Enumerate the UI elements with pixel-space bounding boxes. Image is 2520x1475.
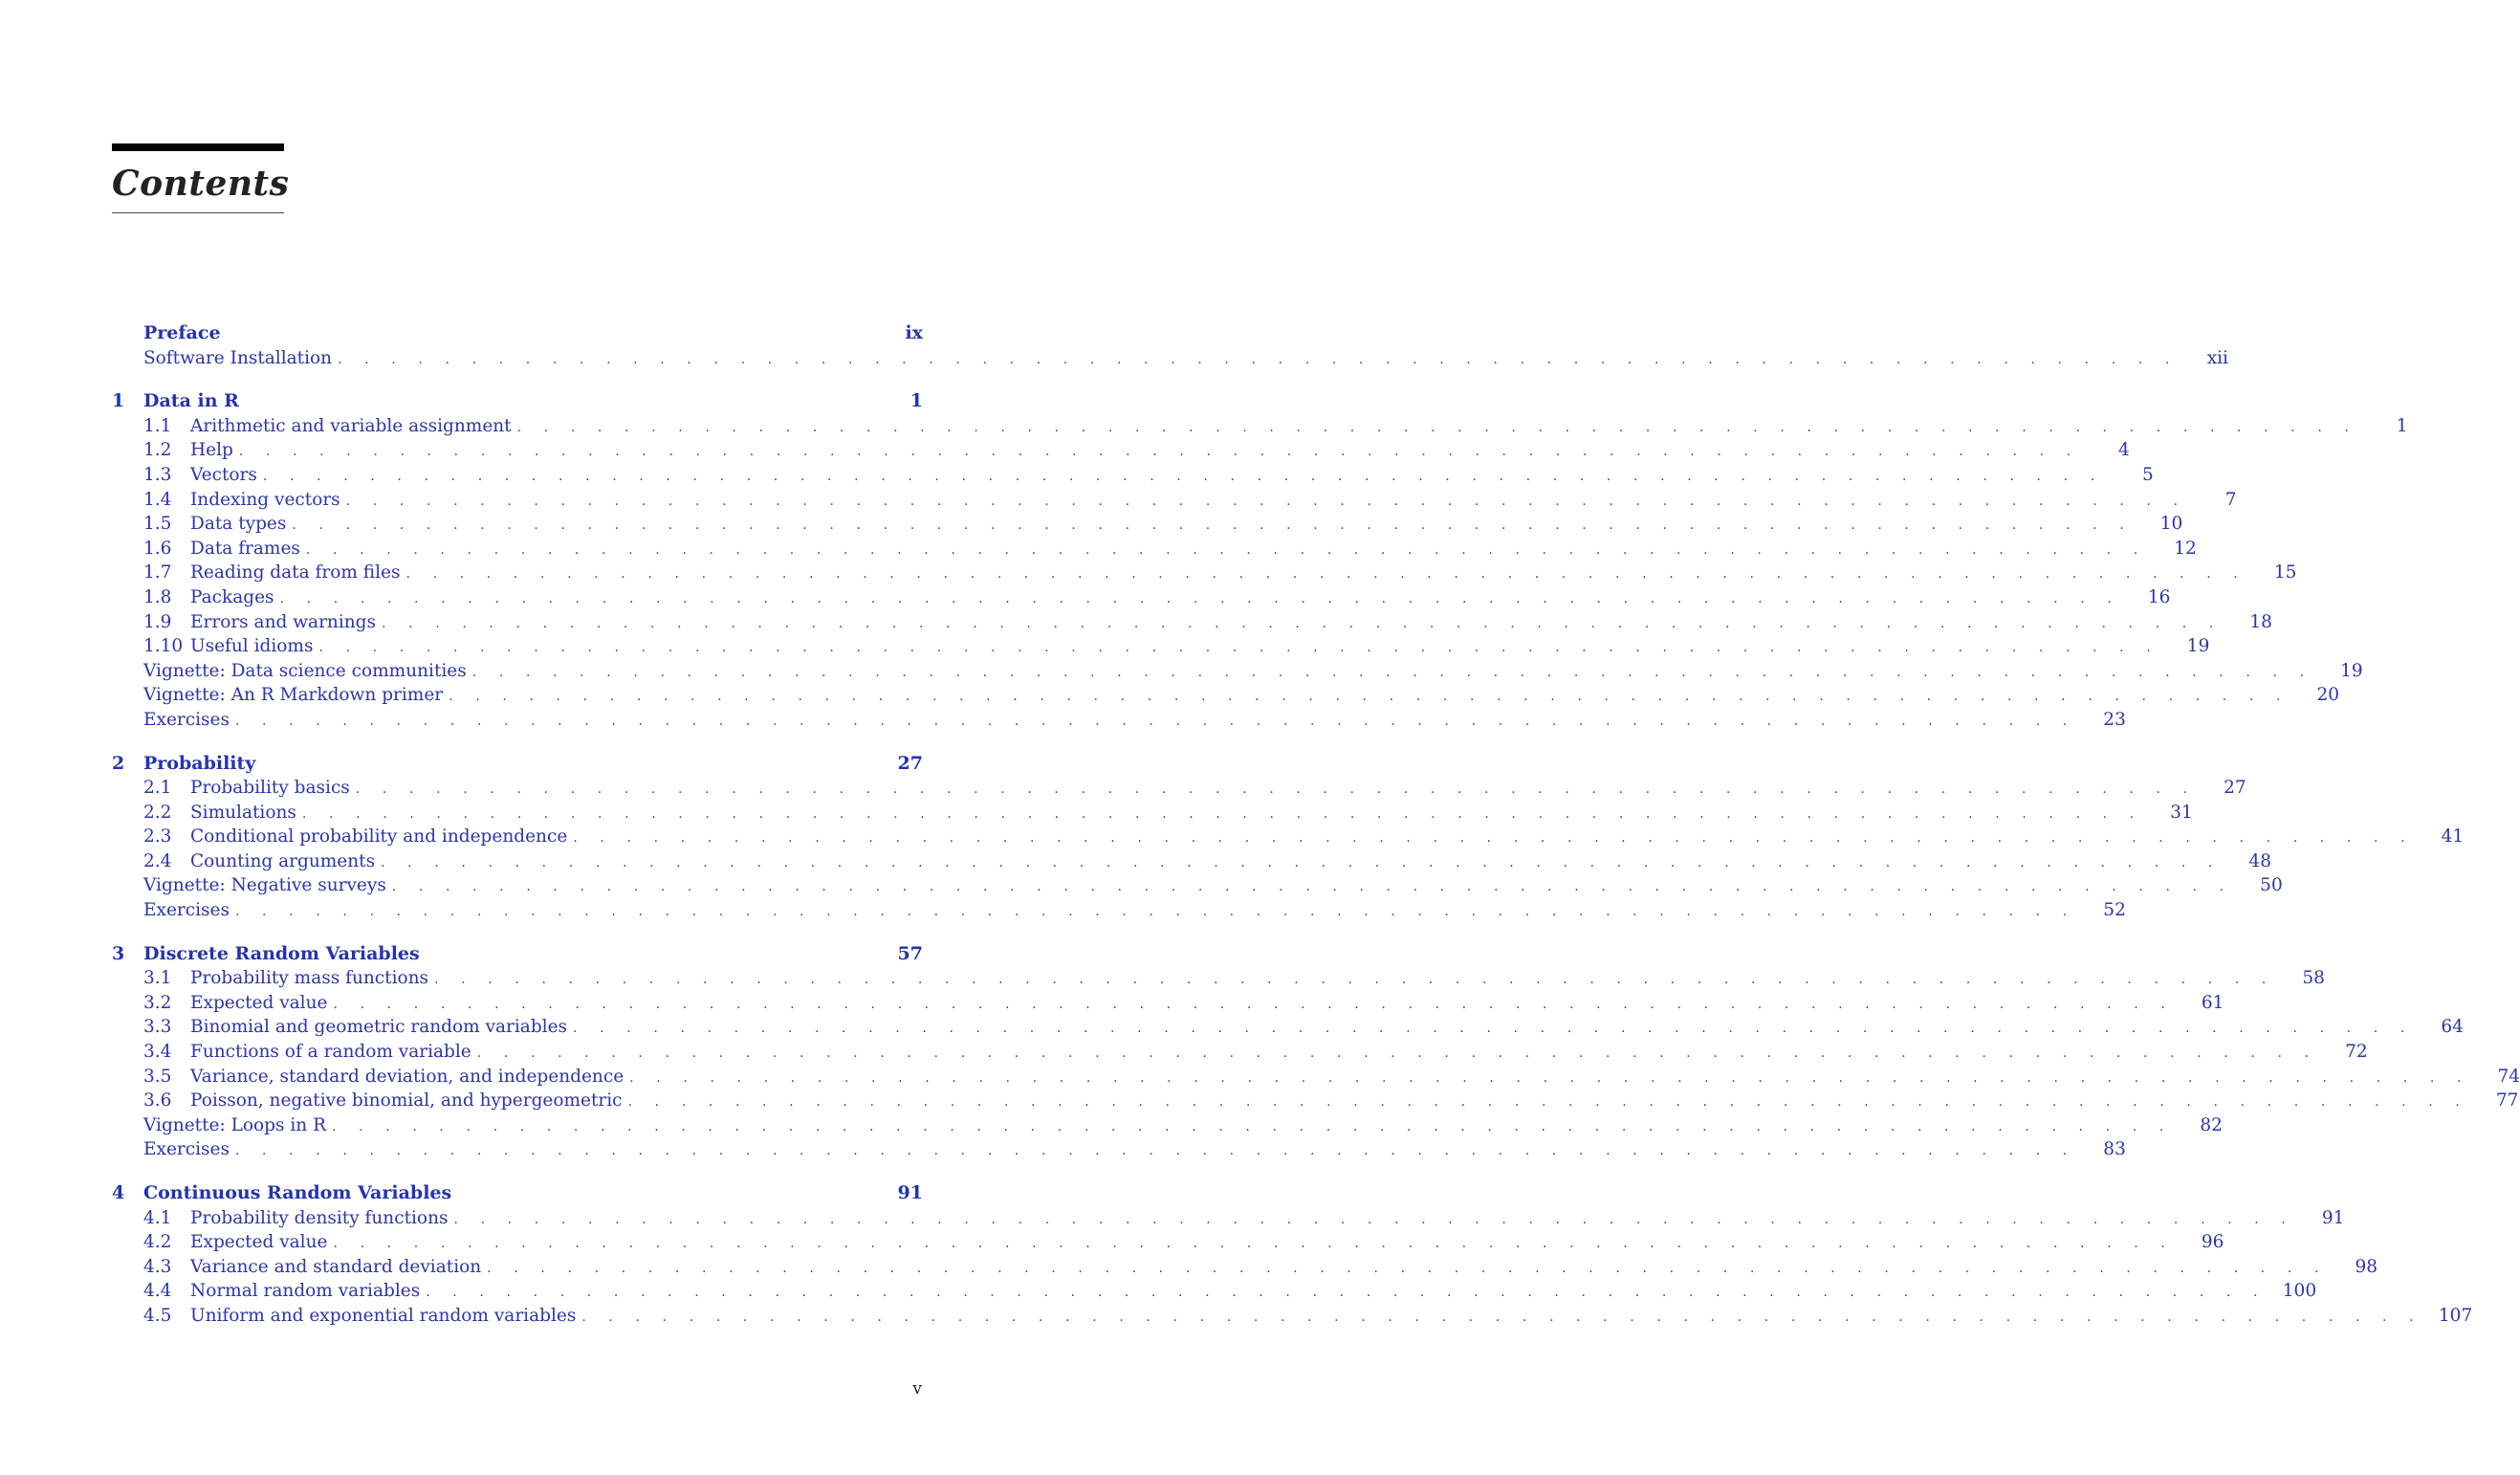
section-number: 1.3 <box>143 464 172 485</box>
chapter-number: 3 <box>112 942 125 964</box>
section-number: 1.9 <box>143 611 172 632</box>
section-number: 1.4 <box>143 489 172 510</box>
section-title: Errors and warnings <box>190 611 377 632</box>
section-title: Exercises <box>143 1139 230 1160</box>
section-number: 1.8 <box>143 586 172 607</box>
section-number: 3.6 <box>143 1090 172 1112</box>
dot-leader: . . . . . . . . . . . . . . . . . . . . . . . . . . . . . . . . . . . . . . . . . . . . . . . . . . . . . . . . . . . . . . . . . . . . . <box>453 1211 2295 1227</box>
section-title: Exercises <box>143 900 230 921</box>
section-title: Vectors <box>190 464 257 485</box>
chapter-page-number: 27 <box>897 752 923 774</box>
toc-entry-link[interactable] <box>112 776 2246 801</box>
section-title: Vignette: Data science communities <box>143 660 467 681</box>
toc-entry-link[interactable] <box>112 1304 2473 1329</box>
section-number: 3.5 <box>143 1066 172 1087</box>
section-page-number: 72 <box>2345 1042 2368 1063</box>
toc-entry-link[interactable] <box>112 488 2237 513</box>
chapter-title: Probability <box>143 752 256 774</box>
chapter-title: Continuous Random Variables <box>143 1182 452 1203</box>
section-title: Uniform and exponential random variables <box>190 1305 577 1326</box>
toc-chapter-link[interactable] <box>112 942 923 967</box>
dot-leader: . . . . . . . . . . . . . . . . . . . . . . . . . . . . . . . . . . . . . . . . . . . . . . . . . . . . . . . . . . . . . . . . . . . . . <box>338 351 2179 367</box>
section-page-number: 12 <box>2174 538 2197 559</box>
section-number: 3.3 <box>143 1017 172 1038</box>
section-number: 2.2 <box>143 802 172 823</box>
section-page-number: 27 <box>2224 778 2246 799</box>
section-title: Counting arguments <box>190 850 376 871</box>
chapter-page-number: 91 <box>897 1182 923 1203</box>
toc-entry-link[interactable] <box>112 537 2197 561</box>
section-title: Functions of a random variable <box>190 1042 471 1063</box>
toc-entry-link[interactable] <box>112 873 2283 898</box>
section-page-number: 100 <box>2282 1281 2317 1302</box>
dot-leader: . . . . . . . . . . . . . . . . . . . . . . . . . . . . . . . . . . . . . . . . . . . . . . . . . . . . . . . . . . . . . . . . . . . . . <box>262 468 2104 484</box>
section-number: 3.2 <box>143 992 172 1013</box>
section-page-number: 5 <box>2142 464 2154 485</box>
toc-group <box>112 752 2465 923</box>
section-title: Probability mass functions <box>190 968 429 989</box>
section-title: Variance, standard deviation, and independence <box>190 1066 625 1087</box>
section-number: 4.2 <box>143 1232 172 1253</box>
page-folio: v <box>912 1379 922 1398</box>
toc-entry-link[interactable] <box>112 898 2126 923</box>
page-title: Contents <box>112 164 290 204</box>
dot-leader: . . . . . . . . . . . . . . . . . . . . . . . . . . . . . . . . . . . . . . . . . . . . . . . . . . . . . . . . . . . . . . . . . . . . . <box>355 782 2197 798</box>
toc-entry-link[interactable] <box>112 1089 2519 1113</box>
title-rule-top <box>112 143 284 151</box>
section-title: Packages <box>190 586 274 607</box>
section-page-number: 7 <box>2224 489 2237 510</box>
section-page-number: 82 <box>2200 1114 2223 1135</box>
toc-entry-link[interactable] <box>112 1230 2224 1255</box>
toc-entry-link[interactable] <box>112 966 2325 991</box>
dot-leader: . . . . . . . . . . . . . . . . . . . . . . . . . . . . . . . . . . . . . . . . . . . . . . . . . . . . . . . . . . . . . . . . . . . . . <box>381 854 2222 870</box>
toc-entry-link[interactable] <box>112 414 2408 439</box>
section-page-number: 61 <box>2201 992 2224 1013</box>
section-title: Software Installation <box>143 347 333 368</box>
section-title: Data frames <box>190 538 300 559</box>
toc-entry-link[interactable] <box>112 849 2271 874</box>
toc-entry-link[interactable] <box>112 610 2272 635</box>
section-title: Variance and standard deviation <box>190 1256 482 1277</box>
section-number: 2.1 <box>143 778 172 799</box>
section-title: Useful idioms <box>190 636 314 657</box>
toc-entry-link[interactable] <box>112 825 2465 849</box>
table-of-contents <box>112 321 2520 1348</box>
section-page-number: 16 <box>2147 586 2171 607</box>
dot-leader: . . . . . . . . . . . . . . . . . . . . . . . . . . . . . . . . . . . . . . . . . . . . . . . . . . . . . . . . . . . . . . . . . . . . . <box>476 1046 2318 1062</box>
toc-entry-link[interactable] <box>112 1206 2345 1231</box>
section-title: Vignette: An R Markdown primer <box>143 685 444 706</box>
section-page-number: 50 <box>2260 875 2283 896</box>
toc-entry-link[interactable] <box>112 991 2224 1016</box>
chapter-page-number: 57 <box>897 942 923 964</box>
section-title: Expected value <box>190 1232 328 1253</box>
section-number: 2.4 <box>143 850 172 871</box>
section-number: 1.6 <box>143 538 172 559</box>
chapter-title: Preface <box>143 322 221 343</box>
section-number: 4.5 <box>143 1305 172 1326</box>
section-number: 2.3 <box>143 826 172 848</box>
dot-leader: . . . . . . . . . . . . . . . . . . . . . . . . . . . . . . . . . . . . . . . . . . . . . . . . . . . . . . . . . . . . . . . . . . . . . <box>234 904 2076 920</box>
toc-entry-link[interactable] <box>112 801 2193 826</box>
section-title: Indexing vectors <box>190 489 340 510</box>
toc-group <box>112 942 2520 1162</box>
section-page-number: 1 <box>2396 415 2408 436</box>
section-page-number: 20 <box>2316 685 2340 706</box>
toc-chapter-link[interactable] <box>112 321 923 346</box>
section-page-number: 52 <box>2103 900 2126 921</box>
dot-leader: . . . . . . . . . . . . . . . . . . . . . . . . . . . . . . . . . . . . . . . . . . . . . . . . . . . . . . . . . . . . . . . . . . . . . <box>573 1021 2414 1037</box>
section-title: Probability basics <box>190 778 350 799</box>
toc-entry-link[interactable] <box>112 561 2297 585</box>
chapter-number: 1 <box>112 390 125 412</box>
dot-leader: . . . . . . . . . . . . . . . . . . . . . . . . . . . . . . . . . . . . . . . . . . . . . . . . . . . . . . . . . . . . . . . . . . . . . <box>471 664 2313 680</box>
chapter-page-number: 1 <box>909 390 923 412</box>
dot-leader: . . . . . . . . . . . . . . . . . . . . . . . . . . . . . . . . . . . . . . . . . . . . . . . . . . . . . . . . . . . . . . . . . . . . . <box>581 1309 2423 1325</box>
dot-leader: . . . . . . . . . . . . . . . . . . . . . . . . . . . . . . . . . . . . . . . . . . . . . . . . . . . . . . . . . . . . . . . . . . . . . <box>345 493 2187 509</box>
toc-chapter-link[interactable] <box>112 389 923 414</box>
section-number: 4.1 <box>143 1207 172 1228</box>
section-page-number: 48 <box>2248 850 2271 871</box>
toc-group <box>112 1181 2473 1329</box>
toc-entry-link[interactable] <box>112 1113 2223 1138</box>
section-title: Help <box>190 440 233 461</box>
section-title: Conditional probability and independence <box>190 826 568 848</box>
dot-leader: . . . . . . . . . . . . . . . . . . . . . . . . . . . . . . . . . . . . . . . . . . . . . . . . . . . . . . . . . . . . . . . . . . . . . <box>332 1118 2173 1134</box>
toc-chapter-link[interactable] <box>112 1181 923 1206</box>
section-page-number: 96 <box>2201 1232 2224 1253</box>
section-page-number: 19 <box>2186 636 2210 657</box>
section-page-number: 64 <box>2441 1017 2464 1038</box>
toc-chapter-link[interactable] <box>112 752 923 777</box>
section-number: 1.2 <box>143 440 172 461</box>
toc-entry-link[interactable] <box>112 1015 2464 1040</box>
dot-leader: . . . . . . . . . . . . . . . . . . . . . . . . . . . . . . . . . . . . . . . . . . . . . . . . . . . . . . . . . . . . . . . . . . . . . <box>627 1094 2469 1111</box>
section-page-number: 91 <box>2321 1207 2345 1228</box>
section-page-number: 18 <box>2249 611 2272 632</box>
toc-entry-link[interactable] <box>112 1279 2317 1304</box>
section-title: Normal random variables <box>190 1281 421 1302</box>
section-number: 1.10 <box>143 636 184 657</box>
section-number: 3.1 <box>143 968 172 989</box>
dot-leader: . . . . . . . . . . . . . . . . . . . . . . . . . . . . . . . . . . . . . . . . . . . . . . . . . . . . . . . . . . . . . . . . . . . . . <box>391 879 2233 895</box>
toc-entry-link[interactable] <box>112 659 2363 684</box>
chapter-title: Discrete Random Variables <box>143 942 420 964</box>
section-page-number: 83 <box>2103 1139 2126 1160</box>
dot-leader: . . . . . . . . . . . . . . . . . . . . . . . . . . . . . . . . . . . . . . . . . . . . . . . . . . . . . . . . . . . . . . . . . . . . . <box>234 713 2076 729</box>
section-page-number: 23 <box>2103 709 2126 730</box>
chapter-number: 4 <box>112 1182 125 1203</box>
section-title: Vignette: Loops in R <box>143 1114 327 1135</box>
dot-leader: . . . . . . . . . . . . . . . . . . . . . . . . . . . . . . . . . . . . . . . . . . . . . . . . . . . . . . . . . . . . . . . . . . . . . <box>405 566 2247 583</box>
section-page-number: 77 <box>2495 1090 2519 1112</box>
toc-entry-link[interactable] <box>112 683 2340 708</box>
section-page-number: 107 <box>2438 1305 2473 1326</box>
dot-leader: . . . . . . . . . . . . . . . . . . . . . . . . . . . . . . . . . . . . . . . . . . . . . . . . . . . . . . . . . . . . . . . . . . . . . <box>305 541 2147 558</box>
section-title: Poisson, negative binomial, and hypergeometric <box>190 1090 623 1112</box>
section-title: Simulations <box>190 802 296 823</box>
chapter-page-number: ix <box>905 322 923 343</box>
section-page-number: 4 <box>2117 440 2130 461</box>
section-page-number: 15 <box>2273 562 2297 583</box>
section-page-number: 74 <box>2497 1066 2520 1087</box>
toc-entry-link[interactable] <box>112 438 2130 463</box>
chapter-title: Data in R <box>143 390 239 412</box>
section-page-number: 98 <box>2355 1256 2378 1277</box>
section-number: 1.7 <box>143 562 172 583</box>
dot-leader: . . . . . . . . . . . . . . . . . . . . . . . . . . . . . . . . . . . . . . . . . . . . . . . . . . . . . . . . . . . . . . . . . . . . . <box>238 444 2080 460</box>
section-number: 4.3 <box>143 1256 172 1277</box>
section-title: Arithmetic and variable assignment <box>190 415 512 436</box>
section-page-number: 10 <box>2159 514 2183 535</box>
section-page-number: 58 <box>2302 968 2325 989</box>
section-page-number: 41 <box>2441 826 2465 848</box>
toc-entry-link[interactable] <box>112 346 2228 371</box>
toc-group <box>112 389 2408 732</box>
section-number: 1.5 <box>143 514 172 535</box>
section-page-number: xii <box>2206 347 2228 368</box>
toc-entry-link[interactable] <box>112 512 2183 537</box>
chapter-number: 2 <box>112 752 125 774</box>
section-title: Exercises <box>143 709 230 730</box>
dot-leader: . . . . . . . . . . . . . . . . . . . . . . . . . . . . . . . . . . . . . . . . . . . . . . . . . . . . . . . . . . . . . . . . . . . . . <box>516 419 2358 435</box>
toc-entry-link[interactable] <box>112 1065 2520 1090</box>
section-title: Reading data from files <box>190 562 401 583</box>
dot-leader: . . . . . . . . . . . . . . . . . . . . . . . . . . . . . . . . . . . . . . . . . . . . . . . . . . . . . . . . . . . . . . . . . . . . . <box>292 517 2134 534</box>
section-title: Expected value <box>190 992 328 1013</box>
dot-leader: . . . . . . . . . . . . . . . . . . . . . . . . . . . . . . . . . . . . . . . . . . . . . . . . . . . . . . . . . . . . . . . . . . . . . <box>234 1143 2076 1159</box>
dot-leader: . . . . . . . . . . . . . . . . . . . . . . . . . . . . . . . . . . . . . . . . . . . . . . . . . . . . . . . . . . . . . . . . . . . . . <box>279 590 2121 606</box>
section-number: 3.4 <box>143 1042 172 1063</box>
title-rule-bottom <box>112 212 284 213</box>
toc-entry-link[interactable] <box>112 1255 2378 1280</box>
section-number: 4.4 <box>143 1281 172 1302</box>
toc-entry-link[interactable] <box>112 634 2210 659</box>
toc-entry-link[interactable] <box>112 1137 2126 1162</box>
dot-leader: . . . . . . . . . . . . . . . . . . . . . . . . . . . . . . . . . . . . . . . . . . . . . . . . . . . . . . . . . . . . . . . . . . . . . <box>333 1236 2175 1252</box>
toc-entry-link[interactable] <box>112 463 2154 488</box>
dot-leader: . . . . . . . . . . . . . . . . . . . . . . . . . . . . . . . . . . . . . . . . . . . . . . . . . . . . . . . . . . . . . . . . . . . . . <box>426 1285 2268 1301</box>
dot-leader: . . . . . . . . . . . . . . . . . . . . . . . . . . . . . . . . . . . . . . . . . . . . . . . . . . . . . . . . . . . . . . . . . . . . . <box>333 996 2175 1012</box>
dot-leader: . . . . . . . . . . . . . . . . . . . . . . . . . . . . . . . . . . . . . . . . . . . . . . . . . . . . . . . . . . . . . . . . . . . . . <box>629 1069 2471 1086</box>
section-page-number: 31 <box>2170 802 2193 823</box>
dot-leader: . . . . . . . . . . . . . . . . . . . . . . . . . . . . . . . . . . . . . . . . . . . . . . . . . . . . . . . . . . . . . . . . . . . . . <box>573 830 2415 847</box>
dot-leader: . . . . . . . . . . . . . . . . . . . . . . . . . . . . . . . . . . . . . . . . . . . . . . . . . . . . . . . . . . . . . . . . . . . . . <box>487 1260 2329 1276</box>
dot-leader: . . . . . . . . . . . . . . . . . . . . . . . . . . . . . . . . . . . . . . . . . . . . . . . . . . . . . . . . . . . . . . . . . . . . . <box>382 615 2223 631</box>
title-block <box>112 143 290 213</box>
section-title: Data types <box>190 514 287 535</box>
dot-leader: . . . . . . . . . . . . . . . . . . . . . . . . . . . . . . . . . . . . . . . . . . . . . . . . . . . . . . . . . . . . . . . . . . . . . <box>301 805 2143 822</box>
section-page-number: 19 <box>2340 660 2363 681</box>
section-title: Vignette: Negative surveys <box>143 875 386 896</box>
toc-entry-link[interactable] <box>112 1040 2368 1065</box>
toc-entry-link[interactable] <box>112 708 2126 733</box>
toc-group <box>112 321 2228 370</box>
dot-leader: . . . . . . . . . . . . . . . . . . . . . . . . . . . . . . . . . . . . . . . . . . . . . . . . . . . . . . . . . . . . . . . . . . . . . <box>318 640 2160 656</box>
section-title: Probability density functions <box>190 1207 449 1228</box>
toc-entry-link[interactable] <box>112 585 2171 610</box>
dot-leader: . . . . . . . . . . . . . . . . . . . . . . . . . . . . . . . . . . . . . . . . . . . . . . . . . . . . . . . . . . . . . . . . . . . . . <box>434 972 2275 988</box>
section-number: 1.1 <box>143 415 172 436</box>
section-title: Binomial and geometric random variables <box>190 1017 568 1038</box>
dot-leader: . . . . . . . . . . . . . . . . . . . . . . . . . . . . . . . . . . . . . . . . . . . . . . . . . . . . . . . . . . . . . . . . . . . . . <box>449 689 2290 705</box>
